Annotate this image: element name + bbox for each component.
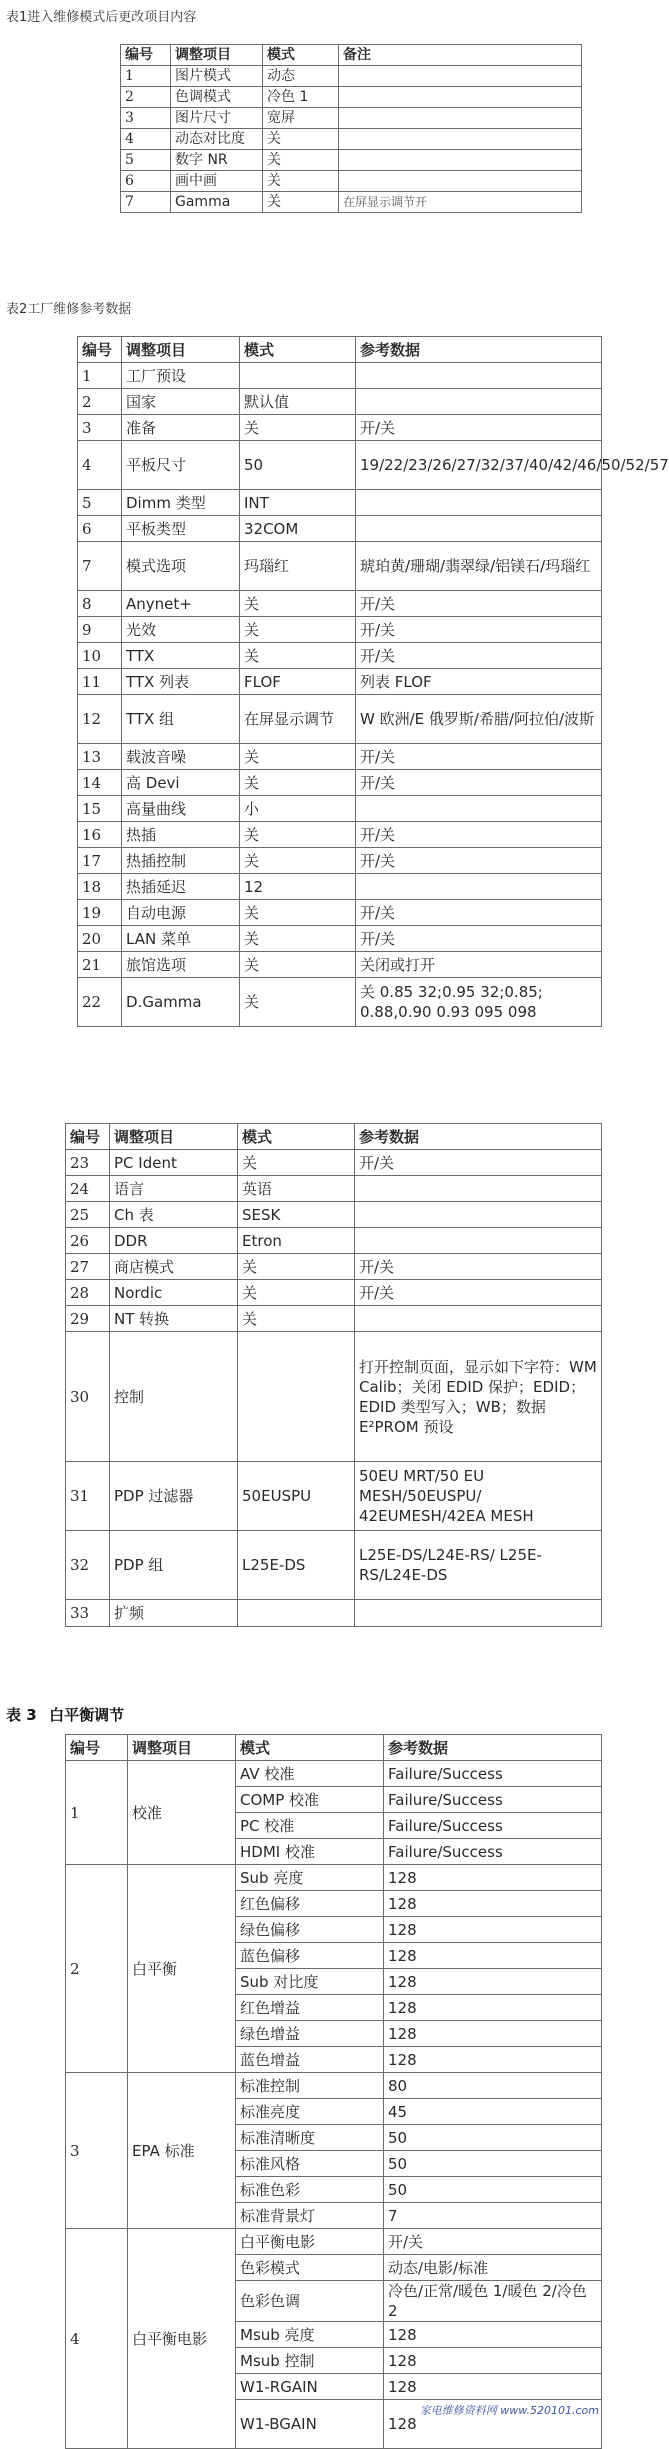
table-cell: 50EUSPU bbox=[238, 1462, 355, 1531]
group-number: 1 bbox=[66, 1761, 128, 1865]
table-cell: 红色偏移 bbox=[236, 1891, 384, 1917]
table-cell: 9 bbox=[78, 617, 122, 643]
table-cell: 开/关 bbox=[356, 415, 602, 441]
table-cell: 色彩模式 bbox=[236, 2255, 384, 2281]
table-row bbox=[121, 192, 582, 213]
table-cell: 色彩色调 bbox=[236, 2281, 384, 2322]
table-cell: 自动电源 bbox=[122, 900, 240, 926]
group-number: 4 bbox=[66, 2229, 128, 2449]
table-cell: 关 bbox=[240, 591, 356, 617]
table-cell: 128 bbox=[384, 2348, 602, 2374]
header-cell: 备注 bbox=[339, 45, 582, 66]
table2b-body bbox=[66, 1150, 602, 1627]
table-cell: 10 bbox=[78, 643, 122, 669]
table-cell: 冷色 1 bbox=[263, 87, 339, 108]
table-cell: 高 Devi bbox=[122, 770, 240, 796]
table-cell bbox=[355, 1228, 602, 1254]
table-cell: 128 bbox=[384, 1969, 602, 1995]
table-cell: 关 bbox=[240, 926, 356, 952]
table-row bbox=[78, 389, 602, 415]
table-cell: DDR bbox=[110, 1228, 238, 1254]
table-cell: 4 bbox=[78, 441, 122, 490]
table2-header-row bbox=[78, 337, 602, 363]
table-cell: 50 bbox=[384, 2177, 602, 2203]
table-cell: 关 bbox=[240, 643, 356, 669]
table-cell: 128 bbox=[384, 2400, 602, 2449]
table-cell bbox=[339, 171, 582, 192]
table-cell: 动态 bbox=[263, 66, 339, 87]
table3-caption-title: 白平衡调节 bbox=[49, 1706, 125, 1724]
table-cell: 5 bbox=[78, 490, 122, 516]
table-row bbox=[78, 695, 602, 744]
table-cell: 3 bbox=[121, 108, 171, 129]
table-cell: 1 bbox=[78, 363, 122, 389]
table-cell: 关 bbox=[238, 1306, 355, 1332]
table-row bbox=[121, 150, 582, 171]
table-cell: W1-BGAIN bbox=[236, 2400, 384, 2449]
header-cell: 调整项目 bbox=[110, 1124, 238, 1150]
table2-caption: 表2工厂维修参考数据 bbox=[6, 302, 132, 317]
table-cell: L25E-DS bbox=[238, 1531, 355, 1600]
table-cell: Msub 控制 bbox=[236, 2348, 384, 2374]
table-cell: 冷色/正常/暖色 1/暖色 2/冷色 2 bbox=[384, 2281, 602, 2322]
table3-caption-label: 表 3 bbox=[6, 1706, 37, 1724]
table-cell: 开/关 bbox=[356, 617, 602, 643]
table-cell: 开/关 bbox=[356, 744, 602, 770]
table-cell: Failure/Success bbox=[384, 1813, 602, 1839]
table-cell: 开/关 bbox=[356, 643, 602, 669]
table-cell: 动态对比度 bbox=[171, 129, 263, 150]
table-row bbox=[121, 171, 582, 192]
table-row bbox=[78, 796, 602, 822]
table-cell: 13 bbox=[78, 744, 122, 770]
table-row bbox=[78, 415, 602, 441]
header-cell: 编号 bbox=[66, 1735, 128, 1761]
table-cell: 开/关 bbox=[384, 2229, 602, 2255]
table2-body bbox=[78, 363, 669, 1027]
table-cell: 32COM bbox=[240, 516, 356, 542]
table-cell: 开/关 bbox=[356, 770, 602, 796]
table-cell: 128 bbox=[384, 1995, 602, 2021]
table-cell: 30 bbox=[66, 1332, 110, 1462]
table-row bbox=[78, 441, 602, 490]
table-cell: 18 bbox=[78, 874, 122, 900]
table-cell bbox=[339, 129, 582, 150]
table1-caption: 表1进入维修模式后更改项目内容 bbox=[6, 10, 197, 25]
table-row bbox=[66, 2073, 602, 2099]
header-cell: 编号 bbox=[121, 45, 171, 66]
table-cell: 11 bbox=[78, 669, 122, 695]
table-cell: PDP 过滤器 bbox=[110, 1462, 238, 1531]
table-row bbox=[78, 490, 602, 516]
table-cell: 关 bbox=[263, 129, 339, 150]
table-cell bbox=[356, 363, 602, 389]
table-cell: 画中画 bbox=[171, 171, 263, 192]
table-cell: 标准色彩 bbox=[236, 2177, 384, 2203]
table-cell: 19 bbox=[78, 900, 122, 926]
table3-body bbox=[66, 1761, 602, 2449]
table-cell: 绿色增益 bbox=[236, 2021, 384, 2047]
table-row bbox=[66, 1202, 602, 1228]
table-cell: 26 bbox=[66, 1228, 110, 1254]
header-cell: 调整项目 bbox=[122, 337, 240, 363]
table-cell: 128 bbox=[384, 2021, 602, 2047]
table-cell bbox=[238, 1600, 355, 1627]
table-row bbox=[78, 363, 602, 389]
table-cell: 标准风格 bbox=[236, 2151, 384, 2177]
table-cell: W 欧洲/E 俄罗斯/希腊/阿拉伯/波斯 bbox=[356, 695, 602, 744]
table-row bbox=[121, 66, 582, 87]
table-cell: 红色增益 bbox=[236, 1995, 384, 2021]
table-cell: 开/关 bbox=[356, 926, 602, 952]
table-cell bbox=[339, 66, 582, 87]
table-cell: Sub 对比度 bbox=[236, 1969, 384, 1995]
table-cell: 标准控制 bbox=[236, 2073, 384, 2099]
table-cell: 关 bbox=[263, 150, 339, 171]
table-cell: 128 bbox=[384, 1865, 602, 1891]
table-cell: 白平衡电影 bbox=[236, 2229, 384, 2255]
group-item: EPA 标准 bbox=[128, 2073, 236, 2229]
table-cell: 商店模式 bbox=[110, 1254, 238, 1280]
table-cell: 标准背景灯 bbox=[236, 2203, 384, 2229]
table-cell: SESK bbox=[238, 1202, 355, 1228]
table-cell: 列表 FLOF bbox=[356, 669, 602, 695]
table-cell: 绿色偏移 bbox=[236, 1917, 384, 1943]
table-cell: 玛瑙红 bbox=[240, 542, 356, 591]
group-item: 白平衡电影 bbox=[128, 2229, 236, 2449]
table-cell: 宽屏 bbox=[263, 108, 339, 129]
table-cell: 关 bbox=[263, 192, 339, 213]
table-row bbox=[66, 1228, 602, 1254]
header-cell: 编号 bbox=[66, 1124, 110, 1150]
table-cell: 6 bbox=[121, 171, 171, 192]
table-cell: COMP 校准 bbox=[236, 1787, 384, 1813]
table-row bbox=[78, 669, 602, 695]
table-row bbox=[78, 516, 602, 542]
table-row bbox=[66, 1761, 602, 1787]
table-cell: 2 bbox=[78, 389, 122, 415]
table-cell: 关 bbox=[240, 952, 356, 978]
table-cell: 标准亮度 bbox=[236, 2099, 384, 2125]
table-row bbox=[66, 2229, 602, 2255]
table-cell bbox=[355, 1176, 602, 1202]
table-cell: 128 bbox=[384, 2047, 602, 2073]
table-cell: Failure/Success bbox=[384, 1787, 602, 1813]
table-cell: 蓝色偏移 bbox=[236, 1943, 384, 1969]
table-cell: Failure/Success bbox=[384, 1839, 602, 1865]
table3 bbox=[65, 1734, 602, 2449]
table-cell: 5 bbox=[121, 150, 171, 171]
table-row bbox=[78, 643, 602, 669]
table-cell: 关 bbox=[240, 770, 356, 796]
table-cell: 图片尺寸 bbox=[171, 108, 263, 129]
table3-caption bbox=[6, 1704, 124, 1725]
table-cell: 23 bbox=[66, 1150, 110, 1176]
table-cell: 蓝色增益 bbox=[236, 2047, 384, 2073]
table-cell: 21 bbox=[78, 952, 122, 978]
table1-body bbox=[121, 66, 582, 213]
table-cell: 关 bbox=[240, 617, 356, 643]
table-cell bbox=[356, 389, 602, 415]
table-cell: NT 转换 bbox=[110, 1306, 238, 1332]
table-cell: 数字 NR bbox=[171, 150, 263, 171]
table-cell: FLOF bbox=[240, 669, 356, 695]
table-cell: 关 bbox=[240, 744, 356, 770]
table1 bbox=[120, 44, 582, 213]
table-cell: 热插控制 bbox=[122, 848, 240, 874]
table-cell: 默认值 bbox=[240, 389, 356, 415]
table-cell: Sub 亮度 bbox=[236, 1865, 384, 1891]
table-cell: 开/关 bbox=[355, 1254, 602, 1280]
table-cell: 3 bbox=[78, 415, 122, 441]
table-cell: 关 bbox=[240, 848, 356, 874]
table-cell bbox=[356, 516, 602, 542]
table-row bbox=[66, 1306, 602, 1332]
table-cell: TTX bbox=[122, 643, 240, 669]
table-row bbox=[78, 591, 602, 617]
table-cell: 128 bbox=[384, 1917, 602, 1943]
table-cell: 45 bbox=[384, 2099, 602, 2125]
group-number: 2 bbox=[66, 1865, 128, 2073]
table-cell: 关 bbox=[238, 1280, 355, 1306]
table-cell: W1-RGAIN bbox=[236, 2374, 384, 2400]
table-cell: 关 bbox=[240, 822, 356, 848]
table-cell: 控制 bbox=[110, 1332, 238, 1462]
table-cell: 图片模式 bbox=[171, 66, 263, 87]
table-cell: 50 bbox=[240, 441, 356, 490]
table-cell bbox=[356, 796, 602, 822]
table-cell: 15 bbox=[78, 796, 122, 822]
table-cell: 7 bbox=[78, 542, 122, 591]
table-row bbox=[78, 744, 602, 770]
table-cell: 关 bbox=[240, 978, 356, 1027]
table-cell: 开/关 bbox=[355, 1280, 602, 1306]
table-row bbox=[66, 1462, 602, 1531]
table-cell: INT bbox=[240, 490, 356, 516]
table-cell: 19/22/23/26/27/32/37/40/42/46/50/52/57 bbox=[356, 441, 602, 490]
table-cell: 英语 bbox=[238, 1176, 355, 1202]
table-cell: 色调模式 bbox=[171, 87, 263, 108]
table-row bbox=[121, 108, 582, 129]
table-cell: 模式选项 bbox=[122, 542, 240, 591]
table-cell: TTX 列表 bbox=[122, 669, 240, 695]
group-number: 3 bbox=[66, 2073, 128, 2229]
table-cell: 17 bbox=[78, 848, 122, 874]
table-cell: 14 bbox=[78, 770, 122, 796]
table-row bbox=[66, 1865, 602, 1891]
table-cell: L25E-DS/L24E-RS/ L25E-RS/L24E-DS bbox=[355, 1531, 602, 1600]
table-cell: Failure/Success bbox=[384, 1761, 602, 1787]
table-cell: 12 bbox=[78, 695, 122, 744]
table-cell: 50 bbox=[384, 2151, 602, 2177]
table-cell bbox=[339, 87, 582, 108]
table2b-header-row bbox=[66, 1124, 602, 1150]
table-row bbox=[78, 874, 602, 900]
header-cell: 模式 bbox=[236, 1735, 384, 1761]
table-row bbox=[66, 1254, 602, 1280]
table-cell: 24 bbox=[66, 1176, 110, 1202]
table-cell: 工厂预设 bbox=[122, 363, 240, 389]
table-cell: Ch 表 bbox=[110, 1202, 238, 1228]
table-row bbox=[121, 129, 582, 150]
table-cell: 平板类型 bbox=[122, 516, 240, 542]
table-cell: 33 bbox=[66, 1600, 110, 1627]
header-cell: 模式 bbox=[238, 1124, 355, 1150]
table-cell: Nordic bbox=[110, 1280, 238, 1306]
table-cell: Etron bbox=[238, 1228, 355, 1254]
group-item: 白平衡 bbox=[128, 1865, 236, 2073]
table-row bbox=[78, 542, 602, 591]
table-cell: 32 bbox=[66, 1531, 110, 1600]
table-cell bbox=[238, 1332, 355, 1462]
table-row bbox=[78, 978, 602, 1027]
table-cell: 关 bbox=[238, 1150, 355, 1176]
header-cell: 编号 bbox=[78, 337, 122, 363]
table-row bbox=[78, 900, 602, 926]
table-row bbox=[78, 952, 602, 978]
table2 bbox=[77, 336, 669, 1027]
table-row bbox=[66, 1176, 602, 1202]
table-cell: 31 bbox=[66, 1462, 110, 1531]
table-cell: 平板尺寸 bbox=[122, 441, 240, 490]
table-cell: 关 0.85 32;0.95 32;0.85; 0.88,0.90 0.93 095 098 bbox=[356, 978, 602, 1027]
site-watermark: 家电维修资料网 www.520101.com bbox=[419, 2404, 599, 2417]
table-cell: 载波音噪 bbox=[122, 744, 240, 770]
table-cell: 国家 bbox=[122, 389, 240, 415]
table-row bbox=[66, 1280, 602, 1306]
table-cell: 开/关 bbox=[356, 591, 602, 617]
table-cell: PC 校准 bbox=[236, 1813, 384, 1839]
table-cell: 50EU MRT/50 EU MESH/50EUSPU/ 42EUMESH/42EA MESH bbox=[355, 1462, 602, 1531]
table-cell bbox=[355, 1600, 602, 1627]
table-cell: 热插延迟 bbox=[122, 874, 240, 900]
header-cell: 参考数据 bbox=[384, 1735, 602, 1761]
table2-continued bbox=[65, 1123, 602, 1627]
table-cell: LAN 菜单 bbox=[122, 926, 240, 952]
table-cell: 7 bbox=[121, 192, 171, 213]
table-row bbox=[78, 926, 602, 952]
table-cell: 动态/电影/标准 bbox=[384, 2255, 602, 2281]
table-cell: 128 bbox=[384, 2322, 602, 2348]
table3-header-row bbox=[66, 1735, 602, 1761]
table-cell: 高量曲线 bbox=[122, 796, 240, 822]
table-cell: 关 bbox=[238, 1254, 355, 1280]
table-row bbox=[78, 848, 602, 874]
table-cell: 128 bbox=[384, 2374, 602, 2400]
table-cell: 在屏显示调节 bbox=[240, 695, 356, 744]
table-cell: 关 bbox=[263, 171, 339, 192]
table-cell: PC Ident bbox=[110, 1150, 238, 1176]
table-cell bbox=[356, 874, 602, 900]
table-cell: 开/关 bbox=[355, 1150, 602, 1176]
table-cell: 旅馆选项 bbox=[122, 952, 240, 978]
table-cell bbox=[339, 108, 582, 129]
table-row bbox=[66, 1600, 602, 1627]
table-cell: 12 bbox=[240, 874, 356, 900]
header-cell: 模式 bbox=[263, 45, 339, 66]
header-cell: 模式 bbox=[240, 337, 356, 363]
table-cell: 4 bbox=[121, 129, 171, 150]
table-cell: 光效 bbox=[122, 617, 240, 643]
table-row bbox=[66, 1531, 602, 1600]
table-cell: 打开控制页面，显示如下字符：WM Calib；关闭 EDID 保护；EDID；EDID 类型写入；WB；数据 E²PROM 预设 bbox=[355, 1332, 602, 1462]
table-cell: 80 bbox=[384, 2073, 602, 2099]
table-cell: 128 bbox=[384, 1891, 602, 1917]
table-cell: AV 校准 bbox=[236, 1761, 384, 1787]
table-row bbox=[78, 822, 602, 848]
table-cell: 关 bbox=[240, 415, 356, 441]
table1-header-row bbox=[121, 45, 582, 66]
table-row bbox=[121, 87, 582, 108]
table-cell: Msub 亮度 bbox=[236, 2322, 384, 2348]
table-cell: 6 bbox=[78, 516, 122, 542]
table-cell: 29 bbox=[66, 1306, 110, 1332]
table-cell bbox=[355, 1202, 602, 1228]
table-cell: Gamma bbox=[171, 192, 263, 213]
table-cell: 8 bbox=[78, 591, 122, 617]
table-cell: 开/关 bbox=[356, 848, 602, 874]
table-cell: 50 bbox=[384, 2125, 602, 2151]
group-item: 校准 bbox=[128, 1761, 236, 1865]
table-cell: 扩频 bbox=[110, 1600, 238, 1627]
table-cell: 16 bbox=[78, 822, 122, 848]
header-cell: 参考数据 bbox=[356, 337, 602, 363]
table-cell bbox=[240, 363, 356, 389]
header-cell: 参考数据 bbox=[355, 1124, 602, 1150]
table-cell: 开/关 bbox=[356, 900, 602, 926]
table-row bbox=[78, 617, 602, 643]
table-cell: 小 bbox=[240, 796, 356, 822]
header-cell: 调整项目 bbox=[128, 1735, 236, 1761]
table-cell: 22 bbox=[78, 978, 122, 1027]
table-cell: HDMI 校准 bbox=[236, 1839, 384, 1865]
table-cell: 128 bbox=[384, 1943, 602, 1969]
table-cell bbox=[355, 1306, 602, 1332]
table-cell: 7 bbox=[384, 2203, 602, 2229]
table-row bbox=[78, 770, 602, 796]
table-cell: TTX 组 bbox=[122, 695, 240, 744]
table-cell: 关闭或打开 bbox=[356, 952, 602, 978]
table-cell: 2 bbox=[121, 87, 171, 108]
table-cell: 关 bbox=[240, 900, 356, 926]
table-cell: 25 bbox=[66, 1202, 110, 1228]
header-cell: 调整项目 bbox=[171, 45, 263, 66]
table-cell bbox=[339, 150, 582, 171]
table-row bbox=[66, 1332, 602, 1462]
table-cell: PDP 组 bbox=[110, 1531, 238, 1600]
table-cell: 琥珀黄/珊瑚/翡翠绿/铝镁石/玛瑙红 bbox=[356, 542, 602, 591]
table-cell: 开/关 bbox=[356, 822, 602, 848]
table-cell: 热插 bbox=[122, 822, 240, 848]
table-cell: 20 bbox=[78, 926, 122, 952]
table-cell: D.Gamma bbox=[122, 978, 240, 1027]
table-cell: 语言 bbox=[110, 1176, 238, 1202]
table-cell: 在屏显示调节开 bbox=[339, 192, 582, 213]
table-cell: 准备 bbox=[122, 415, 240, 441]
table-cell: 28 bbox=[66, 1280, 110, 1306]
table-cell: 27 bbox=[66, 1254, 110, 1280]
table-cell: 1 bbox=[121, 66, 171, 87]
table-cell bbox=[356, 490, 602, 516]
table-cell: Anynet+ bbox=[122, 591, 240, 617]
table-cell: 标准清晰度 bbox=[236, 2125, 384, 2151]
table-row bbox=[66, 1150, 602, 1176]
table-cell: Dimm 类型 bbox=[122, 490, 240, 516]
